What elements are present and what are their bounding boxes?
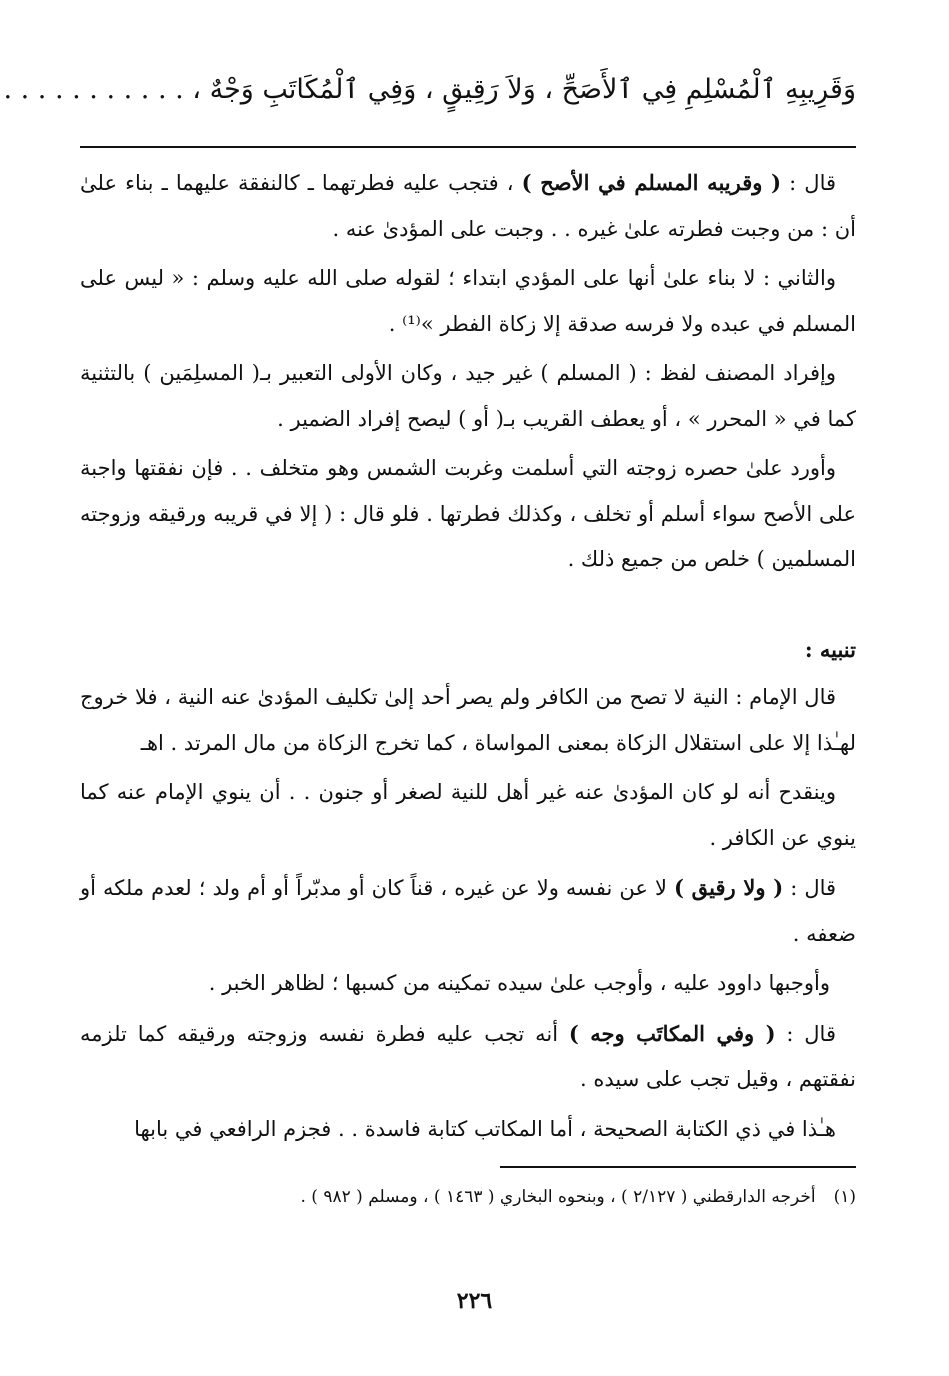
- paragraph-3: وإفراد المصنف لفظ : ( المسلم ) غير جيد ، وكان الأولى التعبير بـ( المسلِمَين ) بالتثنية كما في « المحرر » ، أو يعطف القريب بـ( أو ) ليصح إفراد الضمير .: [80, 361, 856, 431]
- section-heading-text: تنبيه :: [804, 636, 856, 662]
- paragraph-7-text: لا عن نفسه ولا عن غيره ، قناً كان أو مدبّراً أو أم ولد ؛ لعدم ملكه أو ضعفه .: [80, 876, 856, 946]
- paragraph-9-text: أنه تجب عليه فطرة نفسه وزوجته ورقيقه كما تلزمه نفقتهم ، وقيل تجب على سيده .: [80, 1021, 856, 1091]
- section-heading: [80, 627, 856, 674]
- paragraph-4: وأورد علىٰ حصره زوجته التي أسلمت وغربت الشمس وهو متخلف . . فإن نفقتها واجبة على الأصح سواء أسلم أو تخلف ، وكذلك فطرتها . فلو قال : ( إلا في قريبه ورقيقه وزوجته المسلمين ) خلص من جميع ذلك .: [80, 456, 856, 571]
- paragraph-2: والثاني : لا بناء علىٰ أنها على المؤدي ابتداء ؛ لقوله صلى الله عليه وسلم : « ليس على المسلم في عبده ولا فرسه صدقة إلا زكاة الفطر »⁽¹⁾ .: [80, 266, 856, 336]
- paragraph-7-quote: ( ولا رقيق ): [674, 875, 784, 900]
- paragraph-1: [80, 160, 856, 252]
- footnote-separator-rule: [500, 1166, 856, 1168]
- paragraph-9: [80, 1011, 856, 1103]
- matn-line: [3, 68, 856, 112]
- paragraph-7-intro: قال :: [783, 876, 837, 900]
- paragraph-5: قال الإمام : النية لا تصح من الكافر ولم يصر أحد إلىٰ تكليف المؤدىٰ عنه النية ، فلا خروج لهـٰذا إلا على استقلال الزكاة بمعنى المواساة ، كما تخرج الزكاة من مال المرتد . اهـ: [80, 685, 856, 755]
- paragraph-1-intro: قال :: [781, 171, 837, 195]
- paragraph-1-quote: ( وقريبه المسلم في الأصح ): [521, 170, 782, 195]
- paragraph-10: هـٰذا في ذي الكتابة الصحيحة ، أما المكاتب كتابة فاسدة . . فجزم الرافعي في بابها: [134, 1116, 836, 1141]
- footnote-number: (١): [833, 1187, 856, 1207]
- matn-separator-rule: [80, 146, 856, 148]
- footnote-text: أخرجه الدارقطني ( ٢/١٢٧ ) ، وبنحوه البخاري ( ١٤٦٣ ) ، ومسلم ( ٩٨٢ ) .: [300, 1187, 816, 1207]
- paragraph-9-intro: قال :: [775, 1021, 836, 1046]
- paragraph-8: وأوجبها داوود عليه ، وأوجب علىٰ سيده تمكينه من كسبها ؛ لظاهر الخبر .: [208, 971, 830, 995]
- matn-dots: . . . . . . . . . . .: [3, 74, 184, 105]
- footnote: [80, 1182, 856, 1212]
- commentary-body: [80, 160, 856, 1156]
- matn-text: وَقَرِيبِهِ ٱلْمُسْلِمِ فِي ٱلأَصَحِّ ، وَلاَ رَقِيقٍ ، وَفِي ٱلْمُكَاتَبِ وَجْهٌ ،: [192, 74, 856, 105]
- page-number: ٢٢٦: [456, 1288, 493, 1314]
- paragraph-7: [80, 865, 856, 957]
- paragraph-6: وينقدح أنه لو كان المؤدىٰ عنه غير أهل للنية لصغر أو جنون . . أن ينوي الإمام عنه كما ينوي عن الكافر .: [80, 780, 856, 850]
- paragraph-9-quote: ( وفي المكاتَب وجه ): [568, 1020, 776, 1046]
- paragraph-1-text: ، فتجب عليه فطرتهما ـ كالنفقة عليهما ـ بناء علىٰ أن : من وجبت فطرته علىٰ غيره . . وجبت على المؤدىٰ عنه .: [80, 171, 856, 241]
